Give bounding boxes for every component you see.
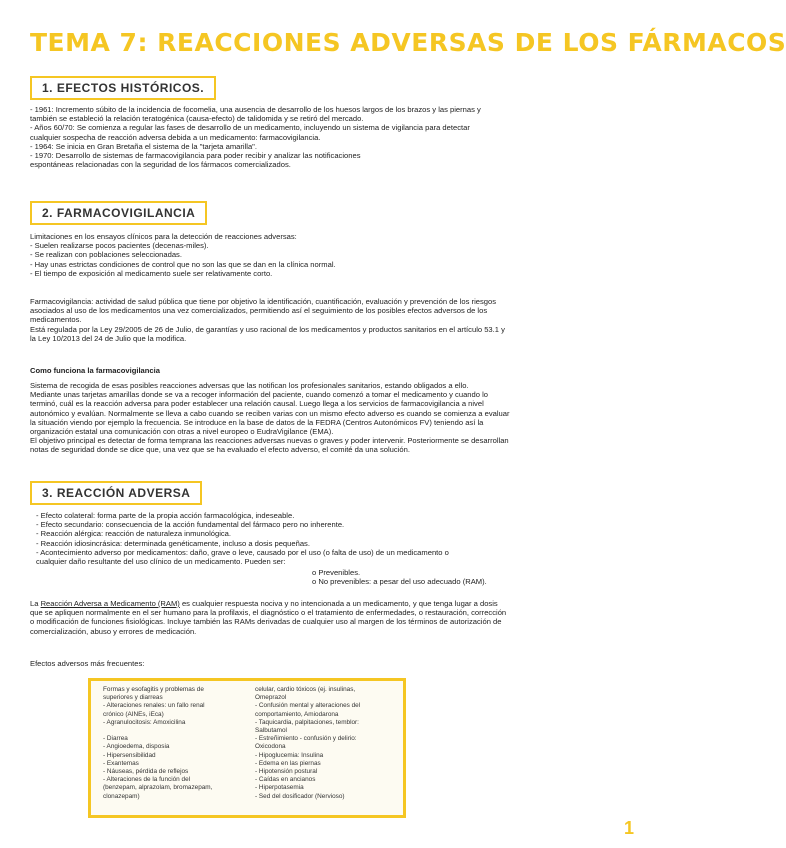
- text-line: terminó, cuál es la reacción adversa para poder establecer una relación causal. Luego llega a los servicios de farmacovigilancia a nivel: [30, 399, 484, 409]
- list-item: Salbutamol: [255, 727, 287, 735]
- list-item: Formas y esofagitis y problemas de: [103, 686, 204, 693]
- table-right-column: [255, 686, 397, 801]
- text-line: - Efecto secundario: consecuencia de la acción fundamental del fármaco pero no inherente.: [36, 520, 345, 530]
- list-item: - Hipersensibilidad: [103, 751, 156, 759]
- text-line: la situación viendo por ejemplo la frecuencia. Se introduce en la base de datos de la FEDRA (Centros Autonómicos FV) teniendo así la: [30, 417, 484, 427]
- text-line: - Se realizan con poblaciones seleccionadas.: [30, 250, 182, 260]
- list-item: - Taquicardia, palpitaciones, temblor:: [255, 718, 359, 726]
- list-item: comportamiento, Amiodarona: [255, 710, 339, 718]
- frequent-effects-table: [88, 678, 406, 818]
- text-line: o Prevenibles.: [312, 568, 361, 577]
- how-it-works-body: [30, 381, 630, 455]
- ram-term: Reacción Adversa a Medicamento (RAM): [40, 599, 180, 608]
- how-it-works-title: Como funciona la farmacovigilancia: [30, 366, 160, 375]
- farmacovigilancia-definition: [30, 297, 630, 343]
- list-item: Oxicodona: [255, 743, 286, 751]
- list-item: - Hiperpotasemia: [255, 784, 304, 792]
- text-line: o modificación de funciones fisiológicas. Incluye también las RAMs derivadas de cualquier uso al margen de los términos de autorización de: [30, 617, 502, 627]
- list-item: - Hipoglucemia: Insulina: [255, 751, 324, 759]
- ram-definition: [30, 599, 634, 636]
- text-line: - Efecto colateral: forma parte de la propia acción farmacológica, indeseable.: [36, 511, 295, 520]
- list-item: - Hipotensión postural: [255, 768, 318, 776]
- limitations-list: [30, 232, 630, 278]
- text-line: El objetivo principal es detectar de forma temprana las reacciones adversas nuevas o graves y poder intervenir. Posteriormente se desarrollan: [30, 436, 509, 446]
- text-line: o No prevenibles: a pesar del uso adecuado (RAM).: [312, 577, 487, 587]
- text-line: comercialización, abuso y errores de medicación.: [30, 626, 197, 636]
- list-item: - Angioedema, disposia: [103, 743, 170, 751]
- section-1-body: [30, 105, 630, 169]
- ram-first-line: [30, 599, 634, 608]
- text-line: - Años 60/70: Se comienza a regular las fases de desarrollo de un medicamento, incluyendo un sistema de vigilancia para detectar: [30, 123, 470, 133]
- section-heading-reaccion-adversa: 3. REACCIÓN ADVERSA: [30, 481, 202, 505]
- text-line: notas de seguridad donde se dice que, una vez que se ha evaluado el efecto adverso, el comité da una solución.: [30, 445, 410, 455]
- section-heading-farmacovigilancia: 2. FARMACOVIGILANCIA: [30, 201, 207, 225]
- list-item: - Exantemas: [103, 759, 139, 767]
- text-line: Farmacovigilancia: actividad de salud pública que tiene por objetivo la identificación, cuantificación, evaluación y prevención de los riesgos: [30, 297, 497, 306]
- text-line: también se estableció la relación teratogénica (causa-efecto) de talidomida y se retiró del mercado.: [30, 114, 364, 124]
- list-item: - Estreñimiento - confusión y delirio:: [255, 735, 357, 743]
- text-line: cualquier sospecha de reacción adversa debida a un medicamento: farmacovigilancia.: [30, 132, 321, 142]
- table-left-column: [103, 686, 253, 801]
- text-line: Mediante unas tarjetas amarillas donde se va a recoger información del paciente, cuando comenzó a tomar el medicamento y cuando lo: [30, 390, 488, 400]
- list-item: - Diarrea: [103, 735, 128, 743]
- list-item: - Alteraciones renales: un fallo renal: [103, 702, 205, 710]
- text-line: espontáneas relacionadas con la seguridad de los fármacos comercializados.: [30, 160, 291, 170]
- text-line: Sistema de recogida de esas posibles reacciones adversas que las notifican los profesionales sanitarios, estando obligados a ello.: [30, 381, 469, 390]
- list-item: - Edema en las piernas: [255, 759, 321, 767]
- reaction-types-list: [36, 511, 630, 566]
- list-item: - Náuseas, pérdida de reflejos: [103, 768, 189, 776]
- list-item: (benzepam, alprazolam, bromazepam,: [103, 784, 213, 792]
- list-item: [103, 727, 253, 735]
- ram-prefix: La: [30, 599, 41, 608]
- text-line: asociados al uso de los medicamentos una vez comercializados, permitiendo así el seguimiento de los posibles efectos adversos de los: [30, 306, 488, 316]
- list-item: crónico (AINEs, iEca): [103, 710, 164, 718]
- text-line: Está regulada por la Ley 29/2005 de 26 de Julio, de garantías y uso racional de los medicamentos y productos sanitarios en el artículo 53.1 y: [30, 324, 505, 334]
- text-line: cualquier daño resultante del uso clínico de un medicamento. Pueden ser:: [36, 557, 286, 567]
- text-line: la Ley 10/2013 del 24 de Julio que la modifica.: [30, 333, 187, 343]
- frequent-effects-title: Efectos adversos más frecuentes:: [30, 659, 145, 668]
- text-line: Limitaciones en los ensayos clínicos para la detección de reacciones adversas:: [30, 232, 297, 241]
- adverse-event-subtypes: [312, 568, 612, 586]
- text-line: organización estatal una comunicación con otras a nivel europeo o EudraVigilance (EMA).: [30, 427, 334, 437]
- section-heading-efectos-historicos: 1. EFECTOS HISTÓRICOS.: [30, 76, 216, 100]
- list-item: celular, cardio tóxicos (ej. insulinas,: [255, 686, 356, 693]
- text-line: que se apliquen normalmente en el ser humano para la profilaxis, el diagnóstico o el tratamiento de enfermedades, o restauración, corrección: [30, 608, 507, 618]
- text-line: - Reacción idiosincrásica: determinada genéticamente, incluso a dosis pequeñas.: [36, 538, 310, 548]
- text-line: - 1964: Se inicia en Gran Bretaña el sistema de la "tarjeta amarilla".: [30, 141, 257, 151]
- text-line: - El tiempo de exposición al medicamento suele ser relativamente corto.: [30, 268, 273, 278]
- text-line: - 1970: Desarrollo de sistemas de farmacovigilancia para poder recibir y analizar las notificaciones: [30, 151, 361, 161]
- text-line: - 1961: Incremento súbito de la incidencia de focomelia, una ausencia de desarrollo de los huesos largos de los brazos y las piernas y: [30, 105, 481, 114]
- text-line: - Suelen realizarse pocos pacientes (decenas-miles).: [30, 241, 209, 251]
- page-title: TEMA 7: REACCIONES ADVERSAS DE LOS FÁRMACOS: [30, 28, 786, 57]
- list-item: - Agranulocitosis: Amoxicilina: [103, 718, 186, 726]
- ram-rest: es cualquier respuesta nociva y no intencionada a un medicamento, y que tenga lugar a dosis: [179, 599, 498, 608]
- list-item: superiores y diarreas: [103, 694, 163, 702]
- list-item: - Sed del dosificador (Nervioso): [255, 792, 345, 800]
- text-line: - Hay unas estrictas condiciones de control que no son las que se dan en la clínica normal.: [30, 259, 336, 269]
- list-item: Omeprazol: [255, 694, 287, 702]
- text-line: - Reacción alérgica: reacción de naturaleza inmunológica.: [36, 529, 232, 539]
- text-line: - Acontecimiento adverso por medicamentos: daño, grave o leve, causado por el uso (o falta de uso) de un medicamento o: [36, 547, 449, 557]
- list-item: - Caídas en ancianos: [255, 776, 316, 784]
- page-number: 1: [624, 818, 635, 838]
- text-line: medicamentos.: [30, 315, 82, 325]
- list-item: - Alteraciones de la función del: [103, 776, 191, 784]
- list-item: clonazepam): [103, 792, 140, 800]
- list-item: - Confusión mental y alteraciones del: [255, 702, 361, 710]
- text-line: autonómico y evalúan. Normalmente se lleva a cabo cuando se reciben varias con un mismo efecto adverso es cuando se comienza a evaluar: [30, 408, 510, 418]
